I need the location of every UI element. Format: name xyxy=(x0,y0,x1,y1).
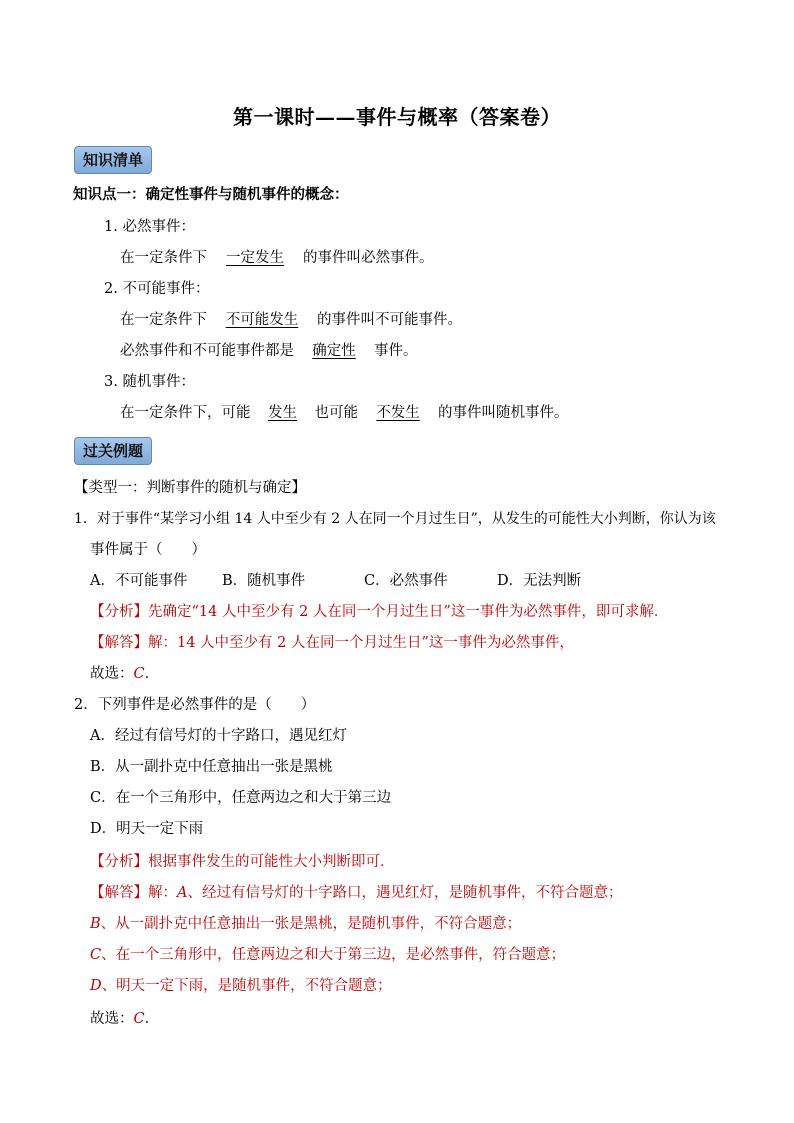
q1-answer-text: 解：14 人中至少有 2 人在同一个月过生日”这一事件为必然事件， xyxy=(148,635,574,651)
knowledge-list-badge: 知识清单 xyxy=(74,146,152,174)
q1-choice xyxy=(90,665,159,683)
q1-analysis xyxy=(90,603,668,621)
item1-blank-answer: 一定发生 xyxy=(226,250,284,266)
item1-sentence xyxy=(120,249,434,267)
q2-answer-letter-d: D xyxy=(90,978,102,994)
q2-answer-letter-c: C xyxy=(90,947,102,963)
q1-option-d: D．无法判断 xyxy=(497,573,582,589)
q2-option-c: C．在一个三角形中，任意两边之和大于第三边 xyxy=(90,790,392,806)
q1-answer-tag: 【解答】 xyxy=(90,635,148,651)
q1-choice-suffix: ． xyxy=(144,666,160,682)
q2-answer-text-b: 、从一副扑克中任意抽出一张是黑桃，是随机事件，不符合题意； xyxy=(100,916,522,932)
q2-answer-letter-b: B xyxy=(90,916,101,932)
type1-heading: 【类型一：判断事件的随机与确定】 xyxy=(74,480,306,496)
item2-note-post: 事件。 xyxy=(374,343,418,359)
q2-choice-suffix: ． xyxy=(144,1011,160,1027)
q1-analysis-text: 先确定“14 人中至少有 2 人在同一个月过生日”这一事件为必然事件，即可求解． xyxy=(148,604,669,620)
page-title: 第一课时——事件与概率（答案卷） xyxy=(233,105,561,129)
item3-mid: 也可能 xyxy=(314,405,358,421)
item3-label: 3. 随机事件： xyxy=(104,374,195,390)
item3-post: 的事件叫随机事件。 xyxy=(438,405,569,421)
q2-answer-c xyxy=(90,946,565,964)
q1-stem-line2: 事件属于（ ） xyxy=(90,542,206,558)
item2-note xyxy=(120,342,418,360)
item2-note-blank-answer: 确定性 xyxy=(312,343,356,359)
item2-blank-answer: 不可能发生 xyxy=(225,312,299,328)
q1-option-c: C．必然事件 xyxy=(364,573,448,589)
q2-analysis xyxy=(90,853,395,871)
item2-label: 2. 不可能事件： xyxy=(104,281,210,297)
examples-badge: 过关例题 xyxy=(74,437,152,465)
q2-choice xyxy=(90,1010,159,1028)
item1-label: 1. 必然事件： xyxy=(104,219,195,235)
q2-analysis-text: 根据事件发生的可能性大小判断即可． xyxy=(148,854,395,870)
q1-answer xyxy=(90,634,574,652)
item2-pre: 在一定条件下 xyxy=(120,312,207,328)
item3-pre: 在一定条件下，可能 xyxy=(120,405,251,421)
q2-answer-d xyxy=(90,977,392,995)
q2-choice-prefix: 故选： xyxy=(90,1011,134,1027)
q2-choice-letter: C xyxy=(133,1011,145,1027)
q1-analysis-tag: 【分析】 xyxy=(90,604,148,620)
item3-blank2-answer: 不发生 xyxy=(376,405,420,421)
item1-pre: 在一定条件下 xyxy=(120,250,207,266)
q1-stem-line1: 1．对于事件“某学习小组 14 人中至少有 2 人在同一个月过生日”，从发生的可能性大小判断，你认为该 xyxy=(74,511,716,527)
q1-option-a: A．不可能事件 xyxy=(90,573,188,589)
q2-stem: 2．下列事件是必然事件的是（ ） xyxy=(74,697,316,713)
q1-choice-prefix: 故选： xyxy=(90,666,134,682)
item1-post: 的事件叫必然事件。 xyxy=(303,250,434,266)
q2-analysis-tag: 【分析】 xyxy=(90,854,148,870)
item3-sentence xyxy=(120,404,569,422)
q2-option-a: A．经过有信号灯的十字路口，遇见红灯 xyxy=(90,728,347,744)
q2-answer-tag: 【解答】 xyxy=(90,885,148,901)
q2-answer-text-a: 、经过有信号灯的十字路口，遇见红灯，是随机事件，不符合题意； xyxy=(187,885,623,901)
q2-answer-text-d: 、明天一定下雨，是随机事件，不符合题意； xyxy=(101,978,392,994)
q2-option-b: B．从一副扑克中任意抽出一张是黑桃 xyxy=(90,759,333,775)
item2-sentence xyxy=(120,311,462,329)
item2-note-pre: 必然事件和不可能事件都是 xyxy=(120,343,294,359)
q2-answer-intro: 解： xyxy=(148,885,177,901)
item3-blank1-answer: 发生 xyxy=(268,405,297,421)
q2-answer-a xyxy=(90,884,622,902)
q2-answer-letter-a: A xyxy=(177,885,188,901)
knowledge-point-heading: 知识点一：确定性事件与随机事件的概念： xyxy=(73,186,349,203)
q2-answer-text-c: 、在一个三角形中，任意两边之和大于第三边，是必然事件，符合题意； xyxy=(101,947,566,963)
q1-option-b: B．随机事件 xyxy=(222,573,306,589)
item2-post: 的事件叫不可能事件。 xyxy=(317,312,462,328)
q2-option-d: D．明天一定下雨 xyxy=(90,821,204,837)
q1-choice-letter: C xyxy=(133,666,145,682)
q2-answer-b xyxy=(90,915,521,933)
